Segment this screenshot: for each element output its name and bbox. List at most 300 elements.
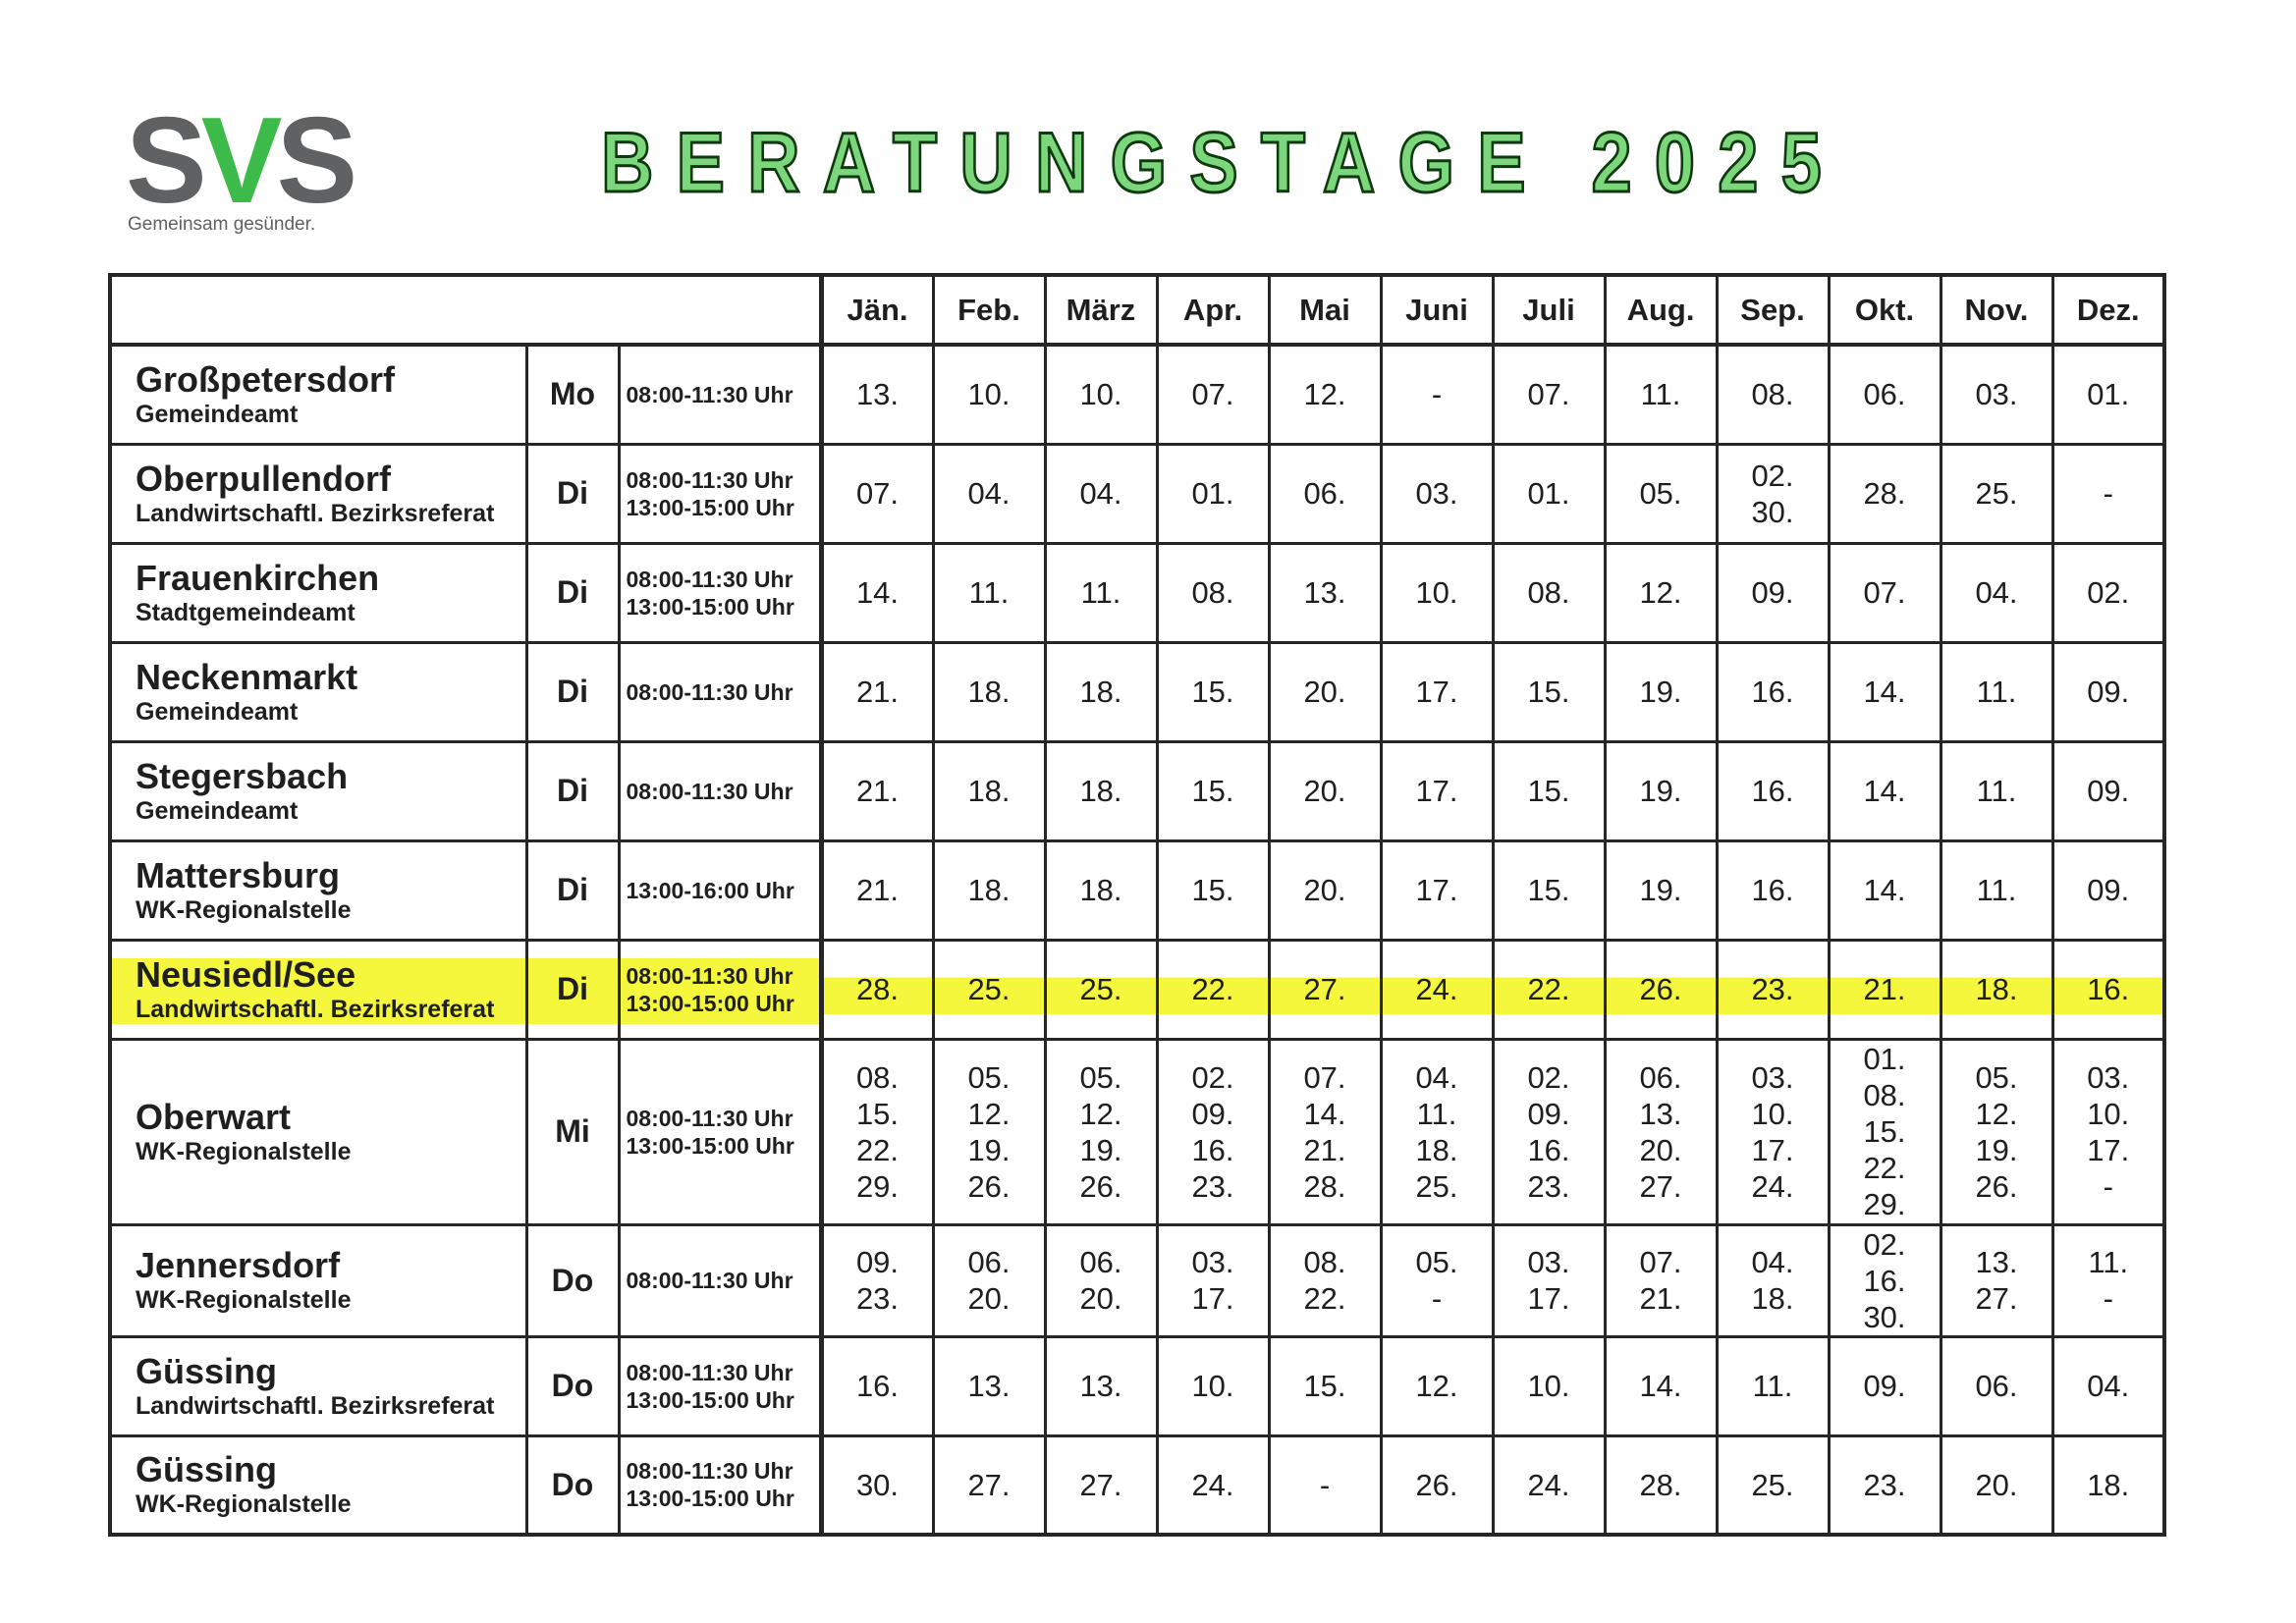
- date-cell: [1157, 741, 1269, 840]
- location-name: Neckenmarkt: [136, 656, 358, 697]
- consultation-date: 19.: [967, 1132, 1011, 1167]
- date-cell: [933, 840, 1045, 940]
- date-cell: [1045, 1336, 1157, 1435]
- date-cell: [1605, 1435, 1717, 1535]
- consultation-date: 30.: [855, 1467, 900, 1502]
- consultation-date: 19.: [1639, 675, 1682, 709]
- date-cell: [1381, 345, 1493, 444]
- date-cell: [1829, 444, 1941, 543]
- consultation-date: 04.: [967, 476, 1011, 511]
- date-cell: [1045, 741, 1157, 840]
- consultation-date: -: [2103, 1281, 2113, 1316]
- date-cell: [1157, 345, 1269, 444]
- consultation-date: 02.: [1863, 1226, 1906, 1262]
- consultation-date: 24.: [1751, 1168, 1794, 1204]
- date-cell: [1493, 345, 1605, 444]
- date-cell: [2052, 642, 2164, 741]
- date-cell: [1717, 1224, 1829, 1336]
- consultation-date: -: [2103, 476, 2113, 511]
- consultation-date: 14.: [1303, 1096, 1346, 1131]
- date-cell: [1493, 1039, 1605, 1224]
- consultation-date: 08.: [1527, 575, 1570, 610]
- consultation-date: 29.: [1863, 1187, 1906, 1221]
- consultation-date: 15.: [855, 1096, 900, 1131]
- consultation-date: 13.: [1975, 1245, 2018, 1279]
- schedule-table: [108, 273, 2166, 1537]
- consultation-date: 07.: [1639, 1245, 1682, 1279]
- opening-hours: 08:00-11:30 Uhr: [626, 1105, 793, 1131]
- consultation-date: 18.: [967, 873, 1011, 907]
- opening-hours: 08:00-11:30 Uhr: [626, 381, 793, 407]
- location-cell: [110, 1039, 526, 1224]
- opening-hours: 13:00-15:00 Uhr: [626, 494, 794, 520]
- date-cell: [1269, 1336, 1381, 1435]
- date-cell: [2052, 1336, 2164, 1435]
- date-cell: [821, 1435, 933, 1535]
- consultation-date: 01.: [1527, 476, 1570, 511]
- consultation-date: 15.: [1303, 1369, 1346, 1403]
- date-cell: [1941, 444, 2052, 543]
- date-cell: [1157, 1039, 1269, 1224]
- consultation-date: 28.: [1863, 476, 1906, 511]
- consultation-date: 10.: [1751, 1096, 1794, 1131]
- consultation-date: 13.: [1079, 1369, 1122, 1403]
- hours-cell: [619, 1224, 821, 1336]
- consultation-date: 22.: [1863, 1151, 1906, 1185]
- location-cell: [110, 543, 526, 642]
- consultation-date: 01.: [1191, 476, 1234, 511]
- consultation-date: 03.: [2087, 1059, 2130, 1095]
- consultation-date: 22.: [855, 1132, 900, 1167]
- consultation-date: 09.: [2087, 774, 2130, 808]
- date-cell: [1941, 741, 2052, 840]
- consultation-date: 14.: [1863, 873, 1906, 907]
- consultation-date: 26.: [1079, 1168, 1122, 1204]
- consultation-date: 18.: [967, 675, 1011, 709]
- consultation-date: 15.: [1527, 675, 1570, 709]
- consultation-date: 21.: [1303, 1132, 1346, 1167]
- consultation-date: 28.: [1303, 1168, 1346, 1204]
- date-cell: [1605, 345, 1717, 444]
- location-cell: [110, 940, 526, 1039]
- date-cell: [1381, 940, 1493, 1039]
- consultation-date: 24.: [1191, 1467, 1234, 1502]
- consultation-date: 02.: [1751, 458, 1794, 493]
- date-cell: [1941, 940, 2052, 1039]
- hours-cell: [619, 642, 821, 741]
- date-cell: [2052, 345, 2164, 444]
- consultation-date: 18.: [2087, 1467, 2130, 1502]
- consultation-date: 10.: [1415, 575, 1458, 610]
- consultation-date: 01.: [1863, 1042, 1906, 1076]
- date-cell: [933, 543, 1045, 642]
- date-cell: [1717, 1336, 1829, 1435]
- consultation-date: 14.: [855, 575, 900, 610]
- consultation-date: 10.: [1527, 1369, 1570, 1403]
- location-row: [110, 741, 2164, 840]
- date-cell: [2052, 1224, 2164, 1336]
- location-office: Landwirtschaftl. Bezirksreferat: [136, 1391, 495, 1420]
- consultation-date: 27.: [1303, 972, 1346, 1006]
- consultation-date: 30.: [1863, 1299, 1906, 1334]
- date-cell: [1045, 543, 1157, 642]
- consultation-date: 19.: [1639, 774, 1682, 808]
- consultation-date: 25.: [1751, 1467, 1794, 1502]
- date-cell: [1717, 840, 1829, 940]
- consultation-date: 15.: [1191, 873, 1234, 907]
- date-cell: [1381, 1435, 1493, 1535]
- location-office: WK-Regionalstelle: [136, 1490, 352, 1519]
- location-office: Gemeindeamt: [136, 400, 299, 428]
- location-row: [110, 1435, 2164, 1535]
- location-row: [110, 642, 2164, 741]
- date-cell: [933, 741, 1045, 840]
- consultation-date: 04.: [1751, 1245, 1794, 1279]
- consultation-date: 16.: [1751, 873, 1794, 907]
- consultation-date: 07.: [855, 476, 900, 511]
- month-header: Juli: [1493, 275, 1605, 345]
- date-cell: [1045, 1224, 1157, 1336]
- consultation-date: 30.: [1751, 494, 1794, 529]
- consultation-date: 04.: [1415, 1059, 1458, 1095]
- consultation-date: 18.: [1079, 873, 1122, 907]
- location-cell: [110, 642, 526, 741]
- date-cell: [933, 345, 1045, 444]
- date-cell: [1269, 940, 1381, 1039]
- consultation-date: 24.: [1527, 1467, 1570, 1502]
- location-cell: [110, 840, 526, 940]
- consultation-date: 02.: [2087, 575, 2130, 610]
- consultation-date: 16.: [1751, 774, 1794, 808]
- consultation-date: 21.: [855, 675, 900, 709]
- date-cell: [933, 444, 1045, 543]
- date-cell: [821, 741, 933, 840]
- consultation-date: 25.: [967, 972, 1011, 1006]
- opening-hours: 08:00-11:30 Uhr: [626, 678, 793, 705]
- opening-hours: 08:00-11:30 Uhr: [626, 962, 793, 989]
- date-cell: [1269, 840, 1381, 940]
- consultation-date: 03.: [1527, 1245, 1570, 1279]
- consultation-date: 14.: [1863, 675, 1906, 709]
- date-cell: [1605, 1224, 1717, 1336]
- month-header: Nov.: [1941, 275, 2052, 345]
- weekday-cell: Di: [526, 642, 619, 741]
- month-header: Dez.: [2052, 275, 2164, 345]
- date-cell: [1157, 1224, 1269, 1336]
- location-name: Jennersdorf: [136, 1245, 341, 1285]
- consultation-date: 16.: [1527, 1132, 1570, 1167]
- consultation-date: -: [1431, 377, 1443, 412]
- consultation-date: 04.: [1079, 476, 1122, 511]
- location-name: Oberpullendorf: [136, 458, 391, 499]
- weekday-cell: Di: [526, 444, 619, 543]
- consultation-date: 29.: [855, 1168, 900, 1204]
- consultation-date: 14.: [1639, 1369, 1682, 1403]
- date-cell: [1829, 543, 1941, 642]
- opening-hours: 13:00-15:00 Uhr: [626, 1486, 794, 1512]
- weekday-cell: Di: [526, 940, 619, 1039]
- date-cell: [1493, 741, 1605, 840]
- consultation-date: 02.: [1527, 1059, 1570, 1095]
- date-cell: [1381, 1224, 1493, 1336]
- date-cell: [1941, 840, 2052, 940]
- location-name: Oberwart: [136, 1096, 292, 1137]
- date-cell: [2052, 444, 2164, 543]
- consultation-date: 17.: [1191, 1281, 1234, 1316]
- date-cell: [1605, 1039, 1717, 1224]
- date-cell: [1493, 840, 1605, 940]
- location-cell: [110, 1336, 526, 1435]
- month-header: Apr.: [1157, 275, 1269, 345]
- consultation-date: 18.: [1751, 1281, 1794, 1316]
- location-office: Gemeindeamt: [136, 697, 299, 726]
- date-cell: [1493, 1224, 1605, 1336]
- consultation-date: 11.: [1640, 377, 1681, 412]
- consultation-date: 18.: [967, 774, 1011, 808]
- date-cell: [1493, 642, 1605, 741]
- consultation-date: 23.: [1191, 1168, 1234, 1204]
- date-cell: [1157, 1435, 1269, 1535]
- consultation-date: 22.: [1303, 1281, 1346, 1316]
- consultation-date: 08.: [1303, 1245, 1346, 1279]
- opening-hours: 08:00-11:30 Uhr: [626, 466, 793, 493]
- date-cell: [1045, 1435, 1157, 1535]
- month-header: Okt.: [1829, 275, 1941, 345]
- consultation-date: 12.: [1975, 1096, 2018, 1131]
- date-cell: [933, 940, 1045, 1039]
- weekday-cell: Do: [526, 1336, 619, 1435]
- date-cell: [1717, 345, 1829, 444]
- date-cell: [1941, 543, 2052, 642]
- consultation-date: 11.: [1976, 675, 2017, 709]
- location-row: [110, 1039, 2164, 1224]
- date-cell: [821, 444, 933, 543]
- hours-cell: [619, 543, 821, 642]
- consultation-date: 05.: [1975, 1059, 2018, 1095]
- consultation-date: 13.: [855, 377, 900, 412]
- date-cell: [1717, 741, 1829, 840]
- consultation-date: 17.: [1415, 774, 1458, 808]
- consultation-date: 20.: [1639, 1132, 1682, 1167]
- date-cell: [1605, 741, 1717, 840]
- consultation-date: 20.: [967, 1281, 1011, 1316]
- date-cell: [1717, 444, 1829, 543]
- consultation-date: 19.: [1975, 1132, 2018, 1167]
- consultation-date: 16.: [855, 1369, 900, 1403]
- weekday-cell: Mo: [526, 345, 619, 444]
- weekday-cell: Di: [526, 741, 619, 840]
- consultation-date: 24.: [1415, 972, 1458, 1006]
- date-cell: [1829, 1336, 1941, 1435]
- date-cell: [1941, 1224, 2052, 1336]
- location-office: Landwirtschaftl. Bezirksreferat: [136, 995, 495, 1023]
- date-cell: [1605, 444, 1717, 543]
- date-cell: [1157, 940, 1269, 1039]
- month-header: Feb.: [933, 275, 1045, 345]
- header-corner: [110, 275, 821, 345]
- date-cell: [1717, 1435, 1829, 1535]
- hours-cell: [619, 345, 821, 444]
- consultation-date: 11.: [1080, 575, 1121, 610]
- date-cell: [2052, 1435, 2164, 1535]
- consultation-date: 15.: [1191, 774, 1234, 808]
- consultation-date: 07.: [1863, 575, 1906, 610]
- consultation-date: 27.: [1639, 1168, 1682, 1204]
- hours-cell: [619, 1336, 821, 1435]
- consultation-date: 06.: [1079, 1245, 1122, 1279]
- consultation-date: 10.: [2087, 1096, 2130, 1131]
- consultation-date: 26.: [967, 1168, 1011, 1204]
- consultation-date: 18.: [1415, 1132, 1458, 1167]
- date-cell: [933, 1039, 1045, 1224]
- date-cell: [1717, 642, 1829, 741]
- date-cell: [1605, 543, 1717, 642]
- date-cell: [1269, 741, 1381, 840]
- date-cell: [1829, 1435, 1941, 1535]
- date-cell: [1605, 642, 1717, 741]
- consultation-date: 17.: [1415, 873, 1458, 907]
- consultation-date: 11.: [1416, 1096, 1457, 1131]
- consultation-date: 15.: [1191, 675, 1234, 709]
- date-cell: [1829, 741, 1941, 840]
- consultation-date: 04.: [1975, 575, 2018, 610]
- date-cell: [1829, 345, 1941, 444]
- consultation-date: 02.: [1191, 1059, 1234, 1095]
- consultation-date: 16.: [2087, 972, 2130, 1006]
- weekday-cell: Di: [526, 840, 619, 940]
- date-cell: [933, 1224, 1045, 1336]
- consultation-date: 12.: [967, 1096, 1011, 1131]
- location-name: Güssing: [136, 1350, 278, 1391]
- date-cell: [1269, 1224, 1381, 1336]
- consultation-date: 10.: [1191, 1369, 1234, 1403]
- consultation-date: 13.: [1639, 1096, 1682, 1131]
- consultation-date: 11.: [968, 575, 1010, 610]
- date-cell: [1493, 1336, 1605, 1435]
- date-cell: [1045, 1039, 1157, 1224]
- consultation-date: 16.: [1191, 1132, 1234, 1167]
- consultation-date: 21.: [1863, 972, 1906, 1006]
- consultation-date: 09.: [1527, 1096, 1570, 1131]
- consultation-date: 19.: [1639, 873, 1682, 907]
- date-cell: [2052, 940, 2164, 1039]
- consultation-date: 08.: [1751, 377, 1794, 412]
- opening-hours: 08:00-11:30 Uhr: [626, 1458, 793, 1485]
- consultation-date: 09.: [2087, 873, 2130, 907]
- date-cell: [933, 642, 1045, 741]
- location-row: [110, 840, 2164, 940]
- consultation-date: 12.: [1303, 377, 1346, 412]
- consultation-date: 27.: [1975, 1281, 2018, 1316]
- consultation-date: -: [1319, 1467, 1331, 1502]
- month-header: Aug.: [1605, 275, 1717, 345]
- consultation-date: 19.: [1079, 1132, 1122, 1167]
- location-cell: [110, 444, 526, 543]
- location-name: Güssing: [136, 1449, 278, 1490]
- consultation-date: 03.: [1751, 1059, 1794, 1095]
- consultation-date: 20.: [1303, 675, 1346, 709]
- date-cell: [1157, 444, 1269, 543]
- consultation-date: 01.: [2087, 377, 2130, 412]
- date-cell: [1269, 1435, 1381, 1535]
- month-header: Jän.: [821, 275, 933, 345]
- consultation-date: 05.: [1415, 1245, 1458, 1279]
- date-cell: [933, 1336, 1045, 1435]
- header-row: [110, 275, 2164, 345]
- date-cell: [821, 1336, 933, 1435]
- consultation-date: 26.: [1975, 1168, 2018, 1204]
- logo-wordmark: SVS: [126, 93, 353, 229]
- date-cell: [1941, 642, 2052, 741]
- location-cell: [110, 345, 526, 444]
- consultation-date: 05.: [1639, 476, 1682, 511]
- consultation-date: 18.: [1079, 675, 1122, 709]
- month-header: Mai: [1269, 275, 1381, 345]
- date-cell: [1829, 840, 1941, 940]
- consultation-date: 21.: [1639, 1281, 1682, 1316]
- hours-cell: [619, 741, 821, 840]
- date-cell: [1829, 1039, 1941, 1224]
- consultation-date: 08.: [1191, 575, 1234, 610]
- location-row: [110, 940, 2164, 1039]
- location-office: Landwirtschaftl. Bezirksreferat: [136, 499, 495, 527]
- date-cell: [1717, 1039, 1829, 1224]
- opening-hours: 08:00-11:30 Uhr: [626, 566, 793, 592]
- date-cell: [1717, 543, 1829, 642]
- consultation-date: 09.: [1863, 1369, 1906, 1403]
- consultation-date: 17.: [1751, 1132, 1794, 1167]
- consultation-date: 20.: [1303, 774, 1346, 808]
- location-cell: [110, 1435, 526, 1535]
- date-cell: [2052, 840, 2164, 940]
- consultation-date: 13.: [967, 1369, 1011, 1403]
- date-cell: [1157, 642, 1269, 741]
- date-cell: [1605, 840, 1717, 940]
- month-header: Juni: [1381, 275, 1493, 345]
- date-cell: [1045, 345, 1157, 444]
- consultation-date: 25.: [1079, 972, 1122, 1006]
- date-cell: [1045, 940, 1157, 1039]
- location-office: WK-Regionalstelle: [136, 1137, 352, 1165]
- date-cell: [1605, 940, 1717, 1039]
- consultation-date: 18.: [1975, 972, 2018, 1006]
- date-cell: [1605, 1336, 1717, 1435]
- consultation-date: 20.: [1079, 1281, 1122, 1316]
- consultation-date: 03.: [1415, 476, 1458, 511]
- consultation-date: 06.: [1863, 377, 1906, 412]
- date-cell: [1269, 642, 1381, 741]
- hours-cell: [619, 1435, 821, 1535]
- consultation-date: 10.: [1079, 377, 1122, 412]
- opening-hours: 13:00-16:00 Uhr: [626, 877, 794, 903]
- location-row: [110, 543, 2164, 642]
- location-office: WK-Regionalstelle: [136, 1286, 352, 1314]
- consultation-date: 11.: [1752, 1369, 1793, 1403]
- date-cell: [1381, 840, 1493, 940]
- date-cell: [1381, 741, 1493, 840]
- consultation-date: 12.: [1415, 1369, 1458, 1403]
- location-name: Neusiedl/See: [136, 953, 356, 995]
- date-cell: [1157, 543, 1269, 642]
- opening-hours: 13:00-15:00 Uhr: [626, 1386, 794, 1413]
- consultation-date: 09.: [1191, 1096, 1234, 1131]
- consultation-date: 22.: [1527, 972, 1570, 1006]
- date-cell: [1493, 940, 1605, 1039]
- consultation-date: 15.: [1863, 1114, 1906, 1149]
- date-cell: [1381, 642, 1493, 741]
- consultation-date: 16.: [1863, 1263, 1906, 1298]
- consultation-date: 11.: [2088, 1245, 2129, 1279]
